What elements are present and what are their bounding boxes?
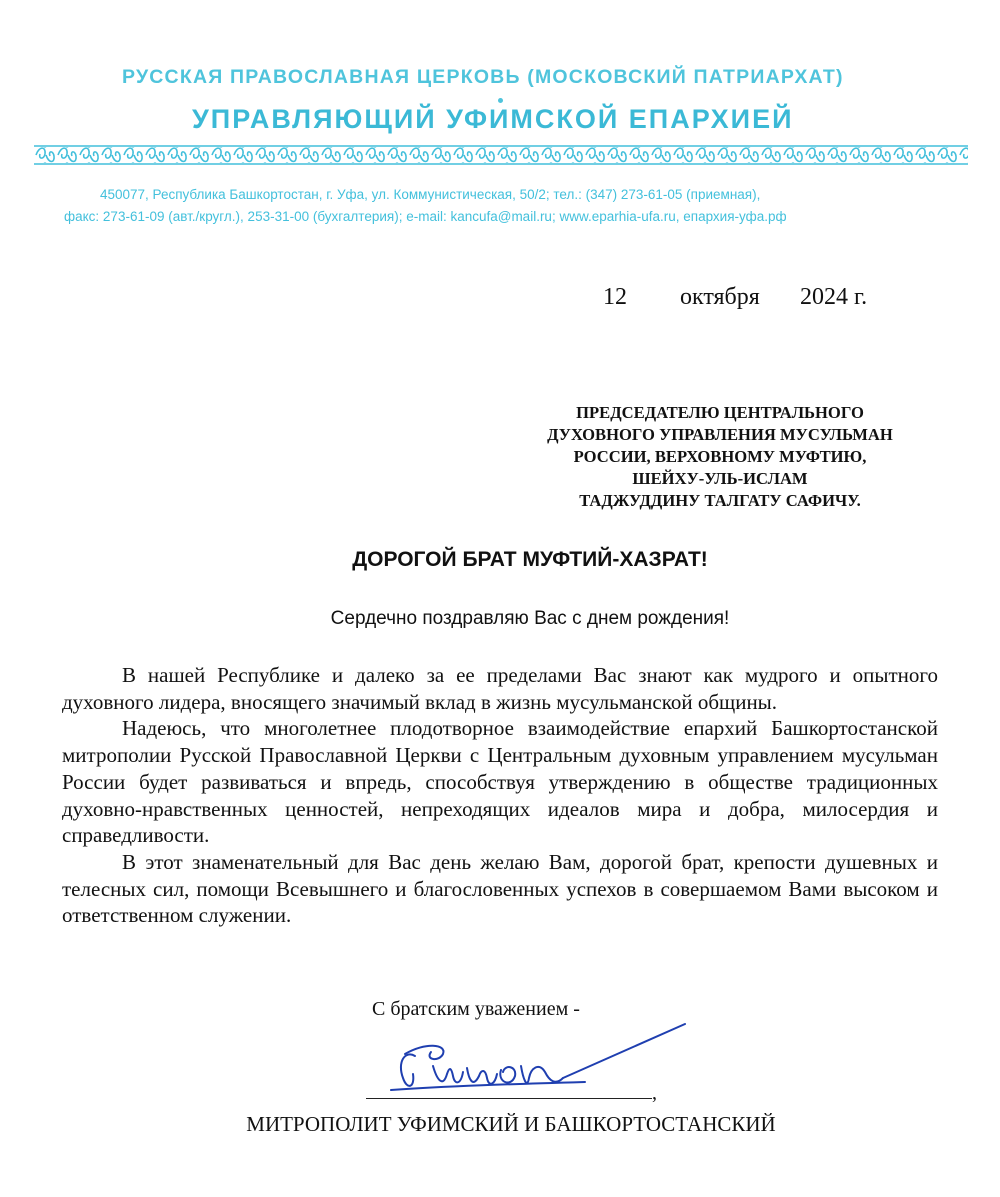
salutation: ДОРОГОЙ БРАТ МУФТИЙ-ХАЗРАТ! xyxy=(352,548,708,571)
congratulation-line: Сердечно поздравляю Вас с днем рождения! xyxy=(330,608,730,629)
date-month: октября xyxy=(680,284,760,310)
signature-line xyxy=(366,1098,652,1099)
closing-phrase: С братским уважением - xyxy=(372,998,580,1020)
addressee-block xyxy=(500,402,940,512)
addressee-line: ТАДЖУДДИНУ ТАЛГАТУ САФИЧУ. xyxy=(579,491,861,510)
addressee-line: ШЕЙХУ-УЛЬ-ИСЛАМ xyxy=(632,469,808,488)
ornament-border xyxy=(34,142,968,168)
addressee-line: ДУХОВНОГО УПРАВЛЕНИЯ МУСУЛЬМАН xyxy=(547,425,893,444)
date-day: 12 xyxy=(603,284,627,310)
signature-comma: , xyxy=(652,1082,657,1104)
date-year: 2024 г. xyxy=(800,284,868,310)
letterhead-contacts-line: факс: 273-61-09 (авт./кругл.), 253-31-00 (бухгалтерия); e-mail: kancufa@mail.ru; www.eparhia-ufa.ru, епархия-уфа.рф xyxy=(64,209,787,224)
letterhead xyxy=(0,0,1000,240)
letterhead-title: УПРАВЛЯЮЩИЙ УФИМСКОЙ ЕПАРХИЕЙ xyxy=(192,104,794,134)
handwritten-signature xyxy=(385,1018,695,1108)
addressee-line: РОССИИ, ВЕРХОВНОМУ МУФТИЮ, xyxy=(573,447,867,466)
letterhead-dot xyxy=(498,98,503,103)
body-paragraph: В этот знаменательный для Вас день желаю Вам, дорогой брат, крепости душевных и телесных сил, помощи Всевышнего и благословенных успехов в совершаемом Вами высоком и ответственном служении. xyxy=(62,849,938,928)
signer-title: МИТРОПОЛИТ УФИМСКИЙ И БАШКОРТОСТАНСКИЙ xyxy=(246,1112,776,1136)
letterhead-church-name: РУССКАЯ ПРАВОСЛАВНАЯ ЦЕРКОВЬ (МОСКОВСКИЙ ПАТРИАРХАТ) xyxy=(122,66,844,88)
addressee-line: ПРЕДСЕДАТЕЛЮ ЦЕНТРАЛЬНОГО xyxy=(576,403,864,422)
letterhead-contacts xyxy=(64,184,970,228)
body-paragraph: Надеюсь, что многолетнее плодотворное взаимодействие епархий Башкортостанской митрополии Русской Православной Церкви с Центральным духовным управлением мусульман России будет развиваться и впредь, способствуя утверждению в обществе традиционных духовно-нравственных ценностей, непреходящих идеалов мира и добра, милосердия и справедливости. xyxy=(62,716,938,848)
body-paragraph: В нашей Республике и далеко за ее пределами Вас знают как мудрого и опытного духовного лидера, вносящего значимый вклад в жизнь мусульманской общины. xyxy=(62,663,938,714)
letter-body xyxy=(62,662,938,929)
letterhead-address-line: 450077, Республика Башкортостан, г. Уфа, ул. Коммунистическая, 50/2; тел.: (347) 273-61-05 (приемная), xyxy=(100,187,761,202)
